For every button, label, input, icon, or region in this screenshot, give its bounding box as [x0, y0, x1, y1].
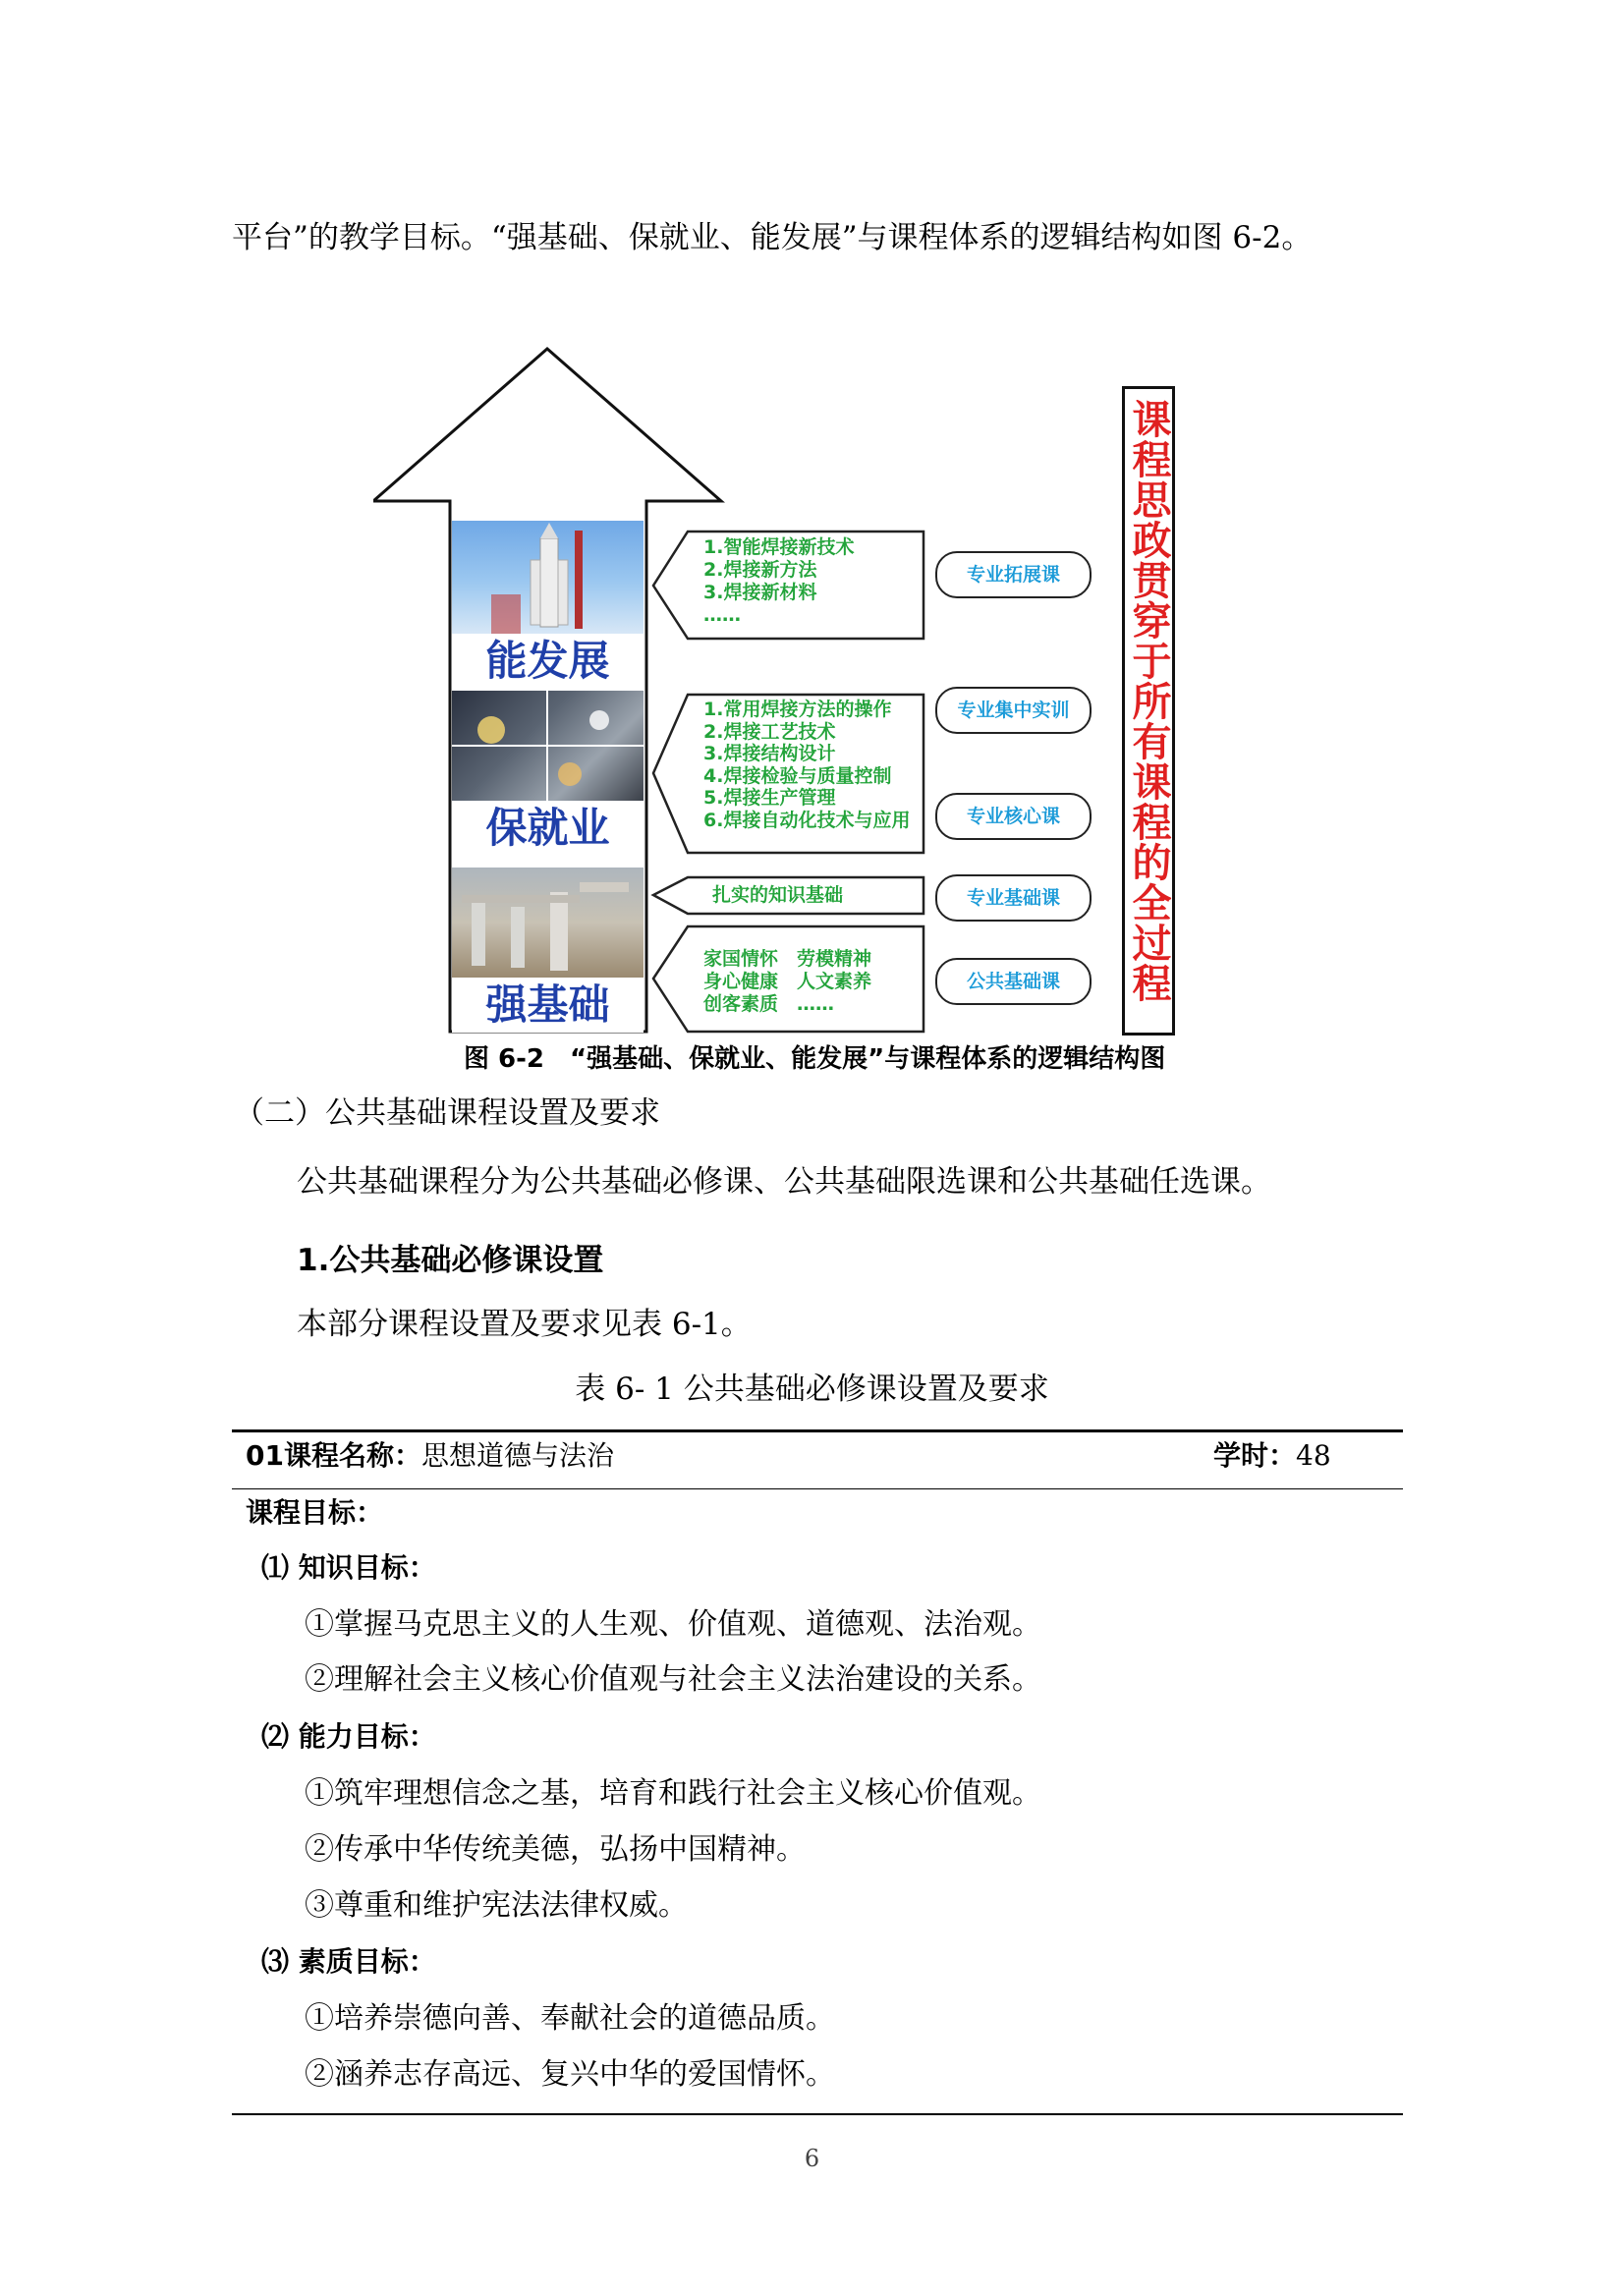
middle-list	[703, 699, 915, 831]
course-name-row	[246, 1436, 614, 1476]
pill-core-course: 专业核心课	[935, 793, 1092, 840]
pillar-label-employment: 保就业	[452, 801, 644, 856]
vertical-banner-text: 课程思政贯穿于所有课程的全过程	[1126, 399, 1171, 1003]
subheading: 1.公共基础必修课设置	[297, 1243, 604, 1278]
objectives-label: 课程目标：	[246, 1496, 384, 1529]
knowledge-label: 扎实的知识基础	[712, 884, 844, 906]
construction-photo	[452, 868, 644, 978]
list-item: 3.焊接结构设计	[703, 743, 836, 764]
section-paragraph: 公共基础课程分为公共基础必修课、公共基础限选课和公共基础任选课。	[297, 1164, 1271, 1200]
goal-item: ②涵养志存高远、复兴中华的爱国情怀。	[305, 2057, 835, 2092]
list-item: 5.焊接生产管理	[703, 787, 836, 809]
goal-item: ③尊重和维护宪法法律权威。	[305, 1888, 688, 1923]
ability-goals-label: ⑵ 能力目标：	[261, 1720, 436, 1753]
welding-photo	[452, 691, 644, 801]
list-item: 2.焊接新方法	[703, 559, 817, 581]
pillar-label-develop: 能发展	[452, 634, 644, 689]
pill-basic-course: 专业基础课	[935, 874, 1092, 922]
goal-item: ②理解社会主义核心价值观与社会主义法治建设的关系。	[305, 1662, 1041, 1697]
table-title: 表 6- 1 公共基础必修课设置及要求	[575, 1372, 1049, 1407]
course-name: 思想道德与法治	[420, 1439, 614, 1472]
hours-row	[1213, 1436, 1331, 1476]
goal-item: ①培养崇德向善、奉献社会的道德品质。	[305, 2001, 835, 2036]
table-bottom-rule	[232, 2113, 1403, 2115]
table-row-divider	[232, 1488, 1403, 1489]
sub-paragraph: 本部分课程设置及要求见表 6-1。	[297, 1307, 752, 1342]
list-item: 6.焊接自动化技术与应用	[703, 809, 911, 831]
vertical-banner-box	[1122, 386, 1175, 1036]
lower-list	[703, 948, 871, 1016]
pill-public-course: 公共基础课	[935, 958, 1092, 1005]
course-name-label: 01课程名称：	[246, 1439, 421, 1472]
list-item: 4.焊接检验与质量控制	[703, 764, 892, 787]
pill-intensive-training: 专业集中实训	[935, 687, 1092, 734]
intro-paragraph: 平台”的教学目标。“强基础、保就业、能发展”与课程体系的逻辑结构如图 6-2。	[232, 220, 1313, 255]
list-item: 3.焊接新材料	[703, 582, 817, 603]
course-structure-figure	[373, 339, 1208, 1046]
hours-label: 学时：	[1213, 1439, 1297, 1472]
pillar-label-foundation: 强基础	[452, 978, 644, 1033]
list-item: 创客素质 ……	[703, 993, 835, 1015]
section-heading: （二）公共基础课程设置及要求	[234, 1095, 660, 1131]
knowledge-goals-label: ⑴ 知识目标：	[261, 1551, 436, 1584]
goal-item: ①掌握马克思主义的人生观、价值观、道德观、法治观。	[305, 1607, 1041, 1642]
hours-value: 48	[1296, 1439, 1331, 1472]
list-item: 1.常用焊接方法的操作	[703, 699, 892, 720]
goal-item: ②传承中华传统美德，弘扬中国精神。	[305, 1832, 806, 1867]
goal-item: ①筑牢理想信念之基，培育和践行社会主义核心价值观。	[305, 1776, 1041, 1811]
list-item: 2.焊接工艺技术	[703, 720, 836, 743]
list-item: ……	[703, 604, 741, 626]
quality-goals-label: ⑶ 素质目标：	[261, 1945, 436, 1978]
list-item: 家国情怀 劳模精神	[703, 948, 872, 970]
table-top-rule	[232, 1429, 1403, 1432]
rocket-photo	[452, 521, 644, 634]
list-item: 身心健康 人文素养	[703, 971, 872, 992]
pill-extension-course: 专业拓展课	[935, 551, 1092, 598]
list-item: 1.智能焊接新技术	[703, 536, 855, 558]
page-number: 6	[804, 2145, 820, 2172]
figure-caption: 图 6-2 “强基础、保就业、能发展”与课程体系的逻辑结构图	[464, 1044, 1166, 1074]
upper-list	[703, 536, 854, 627]
